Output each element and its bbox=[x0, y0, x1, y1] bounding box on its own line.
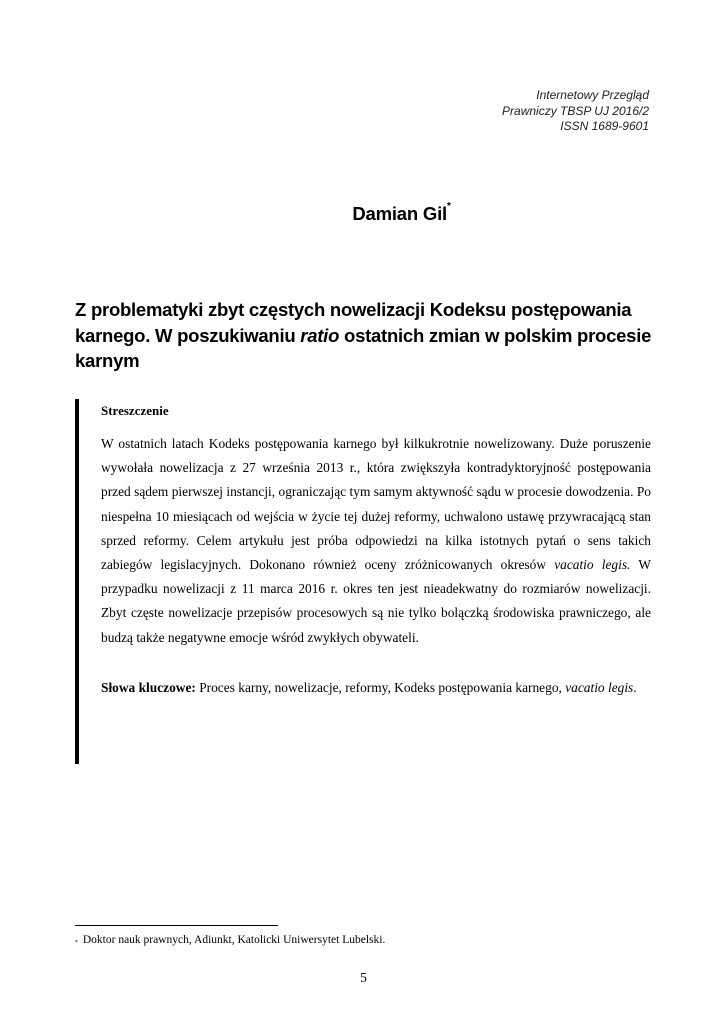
keywords-end: . bbox=[633, 679, 637, 695]
footnote-mark: * bbox=[75, 940, 78, 946]
title-part-1: Z problematyki zbyt częstych nowelizacji Kodeksu postępowania karnego. W poszukiwaniu bbox=[75, 299, 632, 346]
abstract-heading: Streszczenie bbox=[101, 403, 169, 418]
journal-name-line-2: Prawniczy TBSP UJ 2016/2 bbox=[502, 103, 649, 118]
keywords-italic-term: vacatio legis bbox=[565, 679, 634, 695]
keywords bbox=[101, 676, 651, 701]
author-footnote-mark: * bbox=[446, 201, 451, 212]
page-number: 5 bbox=[360, 970, 367, 985]
abstract-text-1: W ostatnich latach Kodeks postępowania karnego był kilkukrotnie nowelizowany. Duże poruszenie wywołała nowelizacja z 27 września 2013 r., która zwiększyła kontradyktoryjność postępowania przed sądem pierwszej instancji, ograniczając tym samym aktywność sądu w procesie dowodzenia. Po niespełna 10 miesiącach od wejścia w życie tej dużej reformy, uchwalono ustawę przywracającą stan sprzed reformy. Celem artykułu jest próba odpowiedzi na kilka istotnych pytań o sens takich zabiegów legislacyjnych. Dokonano również oceny zróżnicowanych okresów bbox=[101, 436, 651, 573]
abstract-italic-term: vacatio legis. bbox=[554, 557, 631, 573]
abstract-text-2: W przypadku nowelizacji z 11 marca 2016 r. okres ten jest nieadekwatny do rozmiarów nowelizacji. Zbyt częste nowelizacje przepisów procesowych są nie tylko bolączką środowiska prawniczego, ale budzą także negatywne emocje wśród zwykłych obywateli. bbox=[101, 557, 651, 645]
keywords-text: Proces karny, nowelizacje, reformy, Kodeks postępowania karnego, bbox=[195, 679, 566, 695]
title-italic-word: ratio bbox=[300, 324, 340, 346]
title-part-2: ostatnich zmian w polskim procesie karnym bbox=[75, 324, 652, 371]
footnote-divider bbox=[75, 925, 278, 926]
abstract-block bbox=[101, 402, 651, 700]
journal-issn: ISSN 1689-9601 bbox=[560, 119, 649, 133]
journal-name-line-1: Internetowy Przegląd bbox=[536, 88, 649, 102]
footnote-text: Doktor nauk prawnych, Adiunkt, Katolicki Uniwersytet Lubelski. bbox=[80, 934, 386, 946]
author-name bbox=[0, 203, 725, 225]
author-name-text: Damian Gil bbox=[352, 203, 447, 224]
article-title bbox=[75, 297, 655, 374]
abstract-side-bar bbox=[75, 399, 79, 764]
journal-header bbox=[502, 88, 649, 135]
footnote bbox=[75, 932, 385, 948]
abstract-body bbox=[101, 432, 651, 650]
keywords-label: Słowa kluczowe: bbox=[101, 679, 196, 695]
